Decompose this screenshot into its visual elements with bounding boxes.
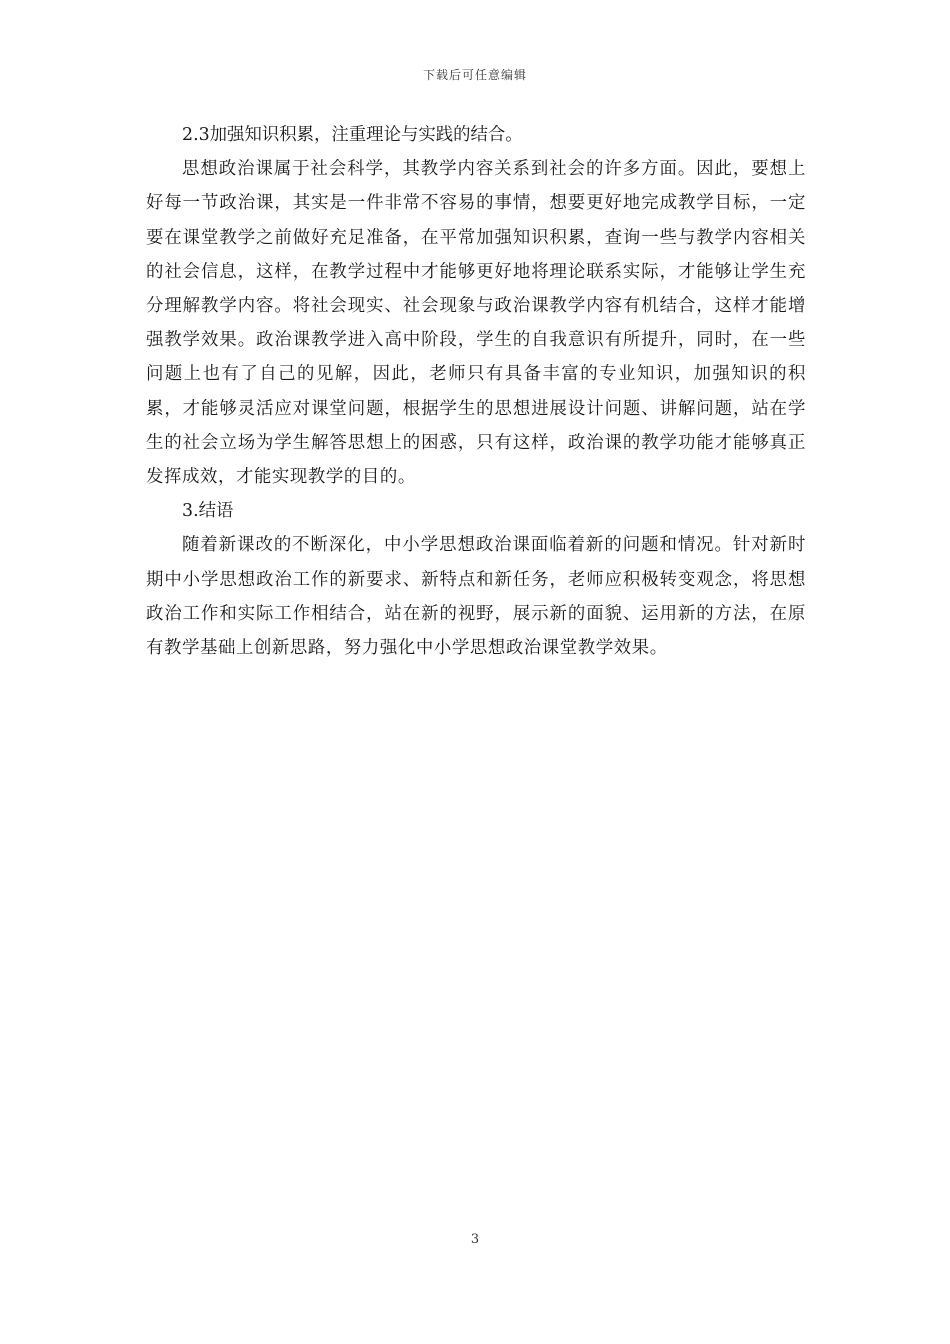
section-heading: 3.结语 — [182, 501, 234, 522]
body-paragraph: 思想政治课属于社会科学，其教学内容关系到社会的许多方面。因此，要想上好每一节政治课，其实是一件非常不容易的事情，想要更好地完成教学目标，一定要在课堂教学之前做好充足准备，在平常加强知识积累，查询一些与教学内容相关的社会信息，这样，在教学过程中才能够更好地将理论联系实际，才能够让学生充分理解教学内容。将社会现实、社会现象与政治课教学内容有机结合，这样才能增强教学效果。政治课教学进入高中阶段，学生的自我意识有所提升，同时，在一些问题上也有了自己的见解，因此，老师只有具备丰富的专业知识，加强知识的积累，才能够灵活应对课堂问题，根据学生的思想进展设计问题、讲解问题，站在学生的社会立场为学生解答思想上的困惑，只有这样，政治课的教学功能才能够真正发挥成效，才能实现教学的目的。 — [146, 159, 806, 488]
body-paragraph: 随着新课改的不断深化，中小学思想政治课面临着新的问题和情况。针对新时期中小学思想政治工作的新要求、新特点和新任务，老师应积极转变观念，将思想政治工作和实际工作相结合，站在新的视野，展示新的面貌、运用新的方法，在原有教学基础上创新思路，努力强化中小学思想政治课堂教学效果。 — [146, 535, 806, 659]
page-header: 下载后可任意编辑 — [422, 68, 527, 82]
section-heading: 2.3加强知识积累，注重理论与实践的结合。 — [182, 125, 523, 145]
page-number: 3 — [470, 1232, 480, 1247]
document-body — [146, 118, 806, 665]
